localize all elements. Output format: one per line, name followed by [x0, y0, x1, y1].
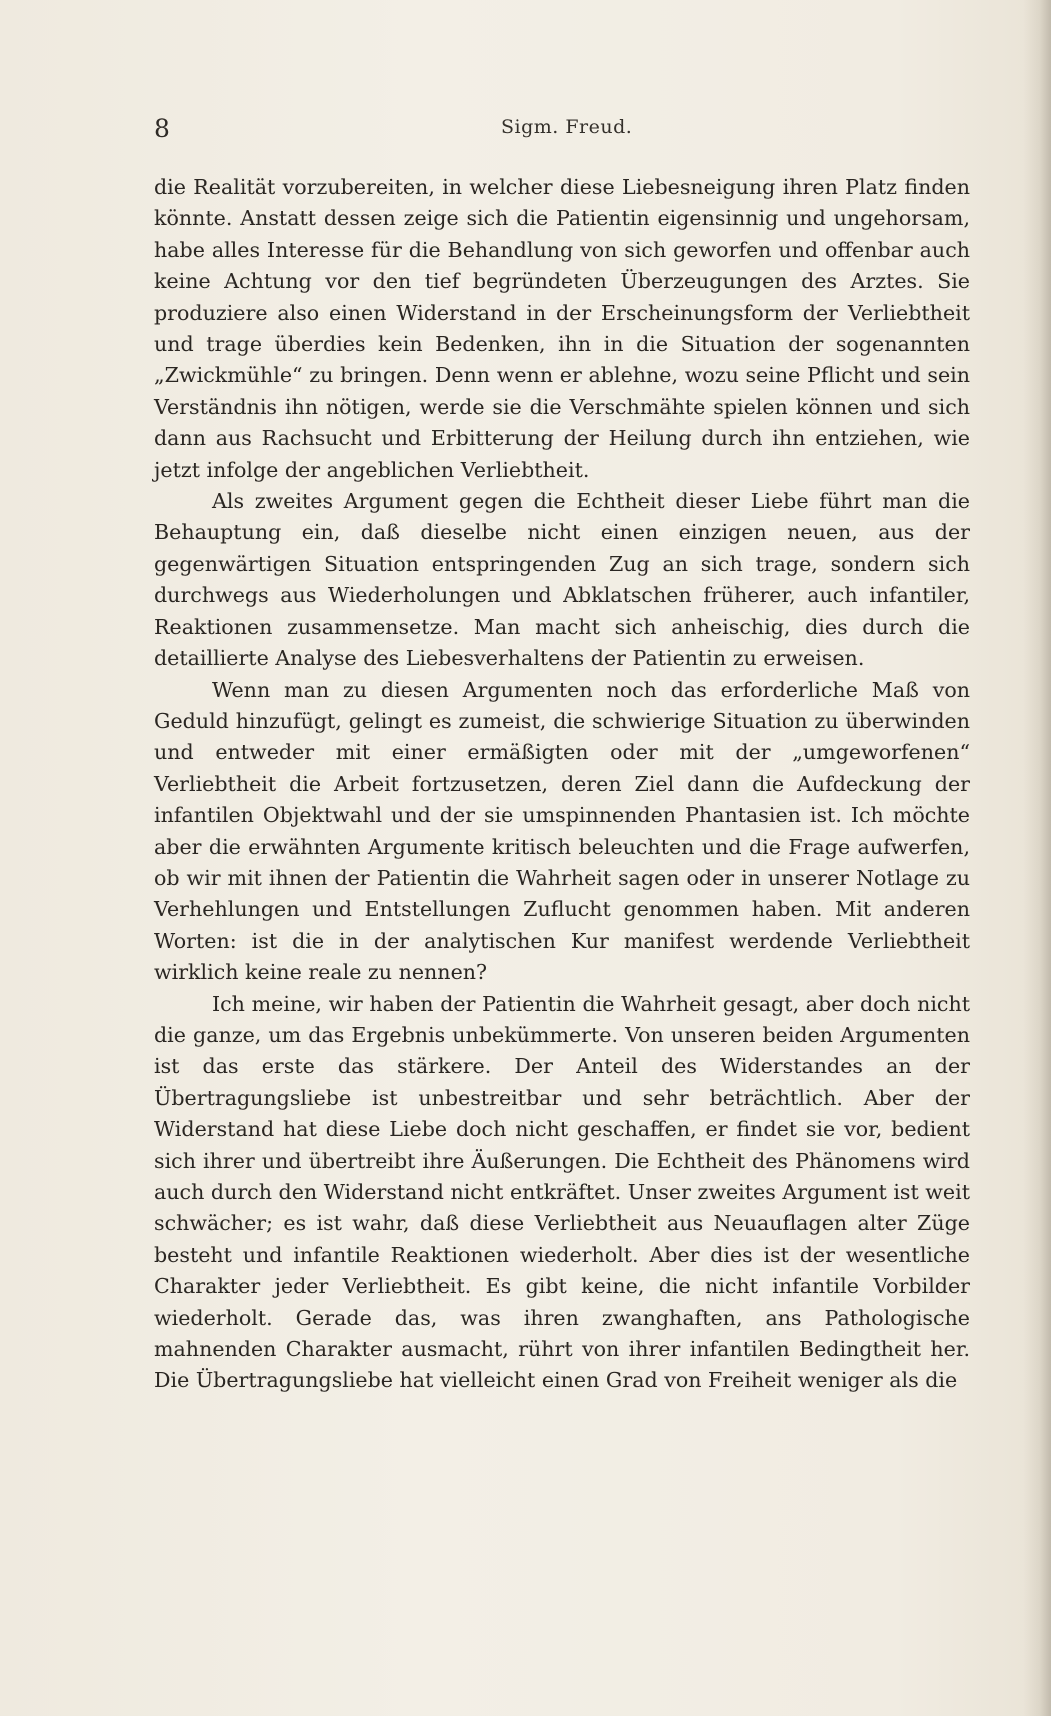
paragraph: die Realität vorzubereiten, in welcher diese Liebesneigung ihren Platz finden könnte. Anstatt dessen zeige sich die Patientin eigensinnig und ungehorsam, habe alles Interesse für die Behandlung von sich geworfen und offenbar auch keine Achtung vor den tief begründeten Überzeugungen des Arztes. Sie produziere also einen Widerstand in der Erscheinungsform der Verliebtheit und trage überdies kein Bedenken, ihn in die Situation der sogenannten „Zwickmühle“ zu bringen. Denn wenn er ablehne, wozu seine Pflicht und sein Verständnis ihn nötigen, werde sie die Verschmähte spielen können und sich dann aus Rachsucht und Erbitterung der Heilung durch ihn entziehen, wie jetzt infolge der angeblichen Verliebtheit.	[154, 175, 970, 482]
page-edge-shadow	[1023, 0, 1051, 1716]
page-number: 8	[154, 114, 170, 143]
page-header	[154, 112, 964, 142]
paragraph: Wenn man zu diesen Argumenten noch das erforderliche Maß von Geduld hinzufügt, gelingt es zumeist, die schwierige Situation zu überwinden und entweder mit einer ermäßigten oder mit der „umgeworfenen“ Verliebtheit die Arbeit fortzusetzen, deren Ziel dann die Aufdeckung der infantilen Objektwahl und der sie umspinnenden Phantasien ist. Ich möchte aber die erwähnten Argumente kritisch beleuchten und die Frage aufwerfen, ob wir mit ihnen der Patientin die Wahrheit sagen oder in unserer Notlage zu Verhehlungen und Entstellungen Zuflucht genommen haben. Mit anderen Worten: ist die in der analytischen Kur manifest werdende Verliebtheit wirklich keine reale zu nennen?	[154, 677, 970, 985]
paragraph: Ich meine, wir haben der Patientin die Wahrheit gesagt, aber doch nicht die ganze, um das Ergebnis unbekümmerte. Von unseren beiden Argumenten ist das erste das stärkere. Der Anteil des Widerstandes an der Übertragungsliebe ist unbestreitbar und sehr beträchtlich. Aber der Widerstand hat diese Liebe doch nicht geschaffen, er findet sie vor, bedient sich ihrer und übertreibt ihre Äußerungen. Die Echtheit des Phänomens wird auch durch den Widerstand nicht entkräftet. Unser zweites Argument ist weit schwächer; es ist wahr, daß diese Verliebtheit aus Neuauflagen alter Züge besteht und infantile Reaktionen wiederholt. Aber dies ist der wesentliche Charakter jeder Verliebtheit. Es gibt keine, die nicht infantile Vorbilder wiederholt. Gerade das, was ihren zwanghaften, ans Pathologische mahnenden Charakter ausmacht, rührt von ihrer infantilen Bedingtheit her. Die Übertragungsliebe hat vielleicht einen Grad von Freiheit weniger als die	[154, 991, 970, 1393]
paragraph: Als zweites Argument gegen die Echtheit dieser Liebe führt man die Behauptung ein, daß dieselbe nicht einen einzigen neuen, aus der gegenwärtigen Situation entspringenden Zug an sich trage, sondern sich durchwegs aus Wiederholungen und Abklatschen früherer, auch infantiler, Reaktionen zusammensetze. Man macht sich anheischig, dies durch die detaillierte Analyse des Liebesverhaltens der Patientin zu erweisen.	[154, 489, 970, 671]
body-text	[154, 172, 970, 1397]
running-head: Sigm. Freud.	[501, 116, 633, 138]
